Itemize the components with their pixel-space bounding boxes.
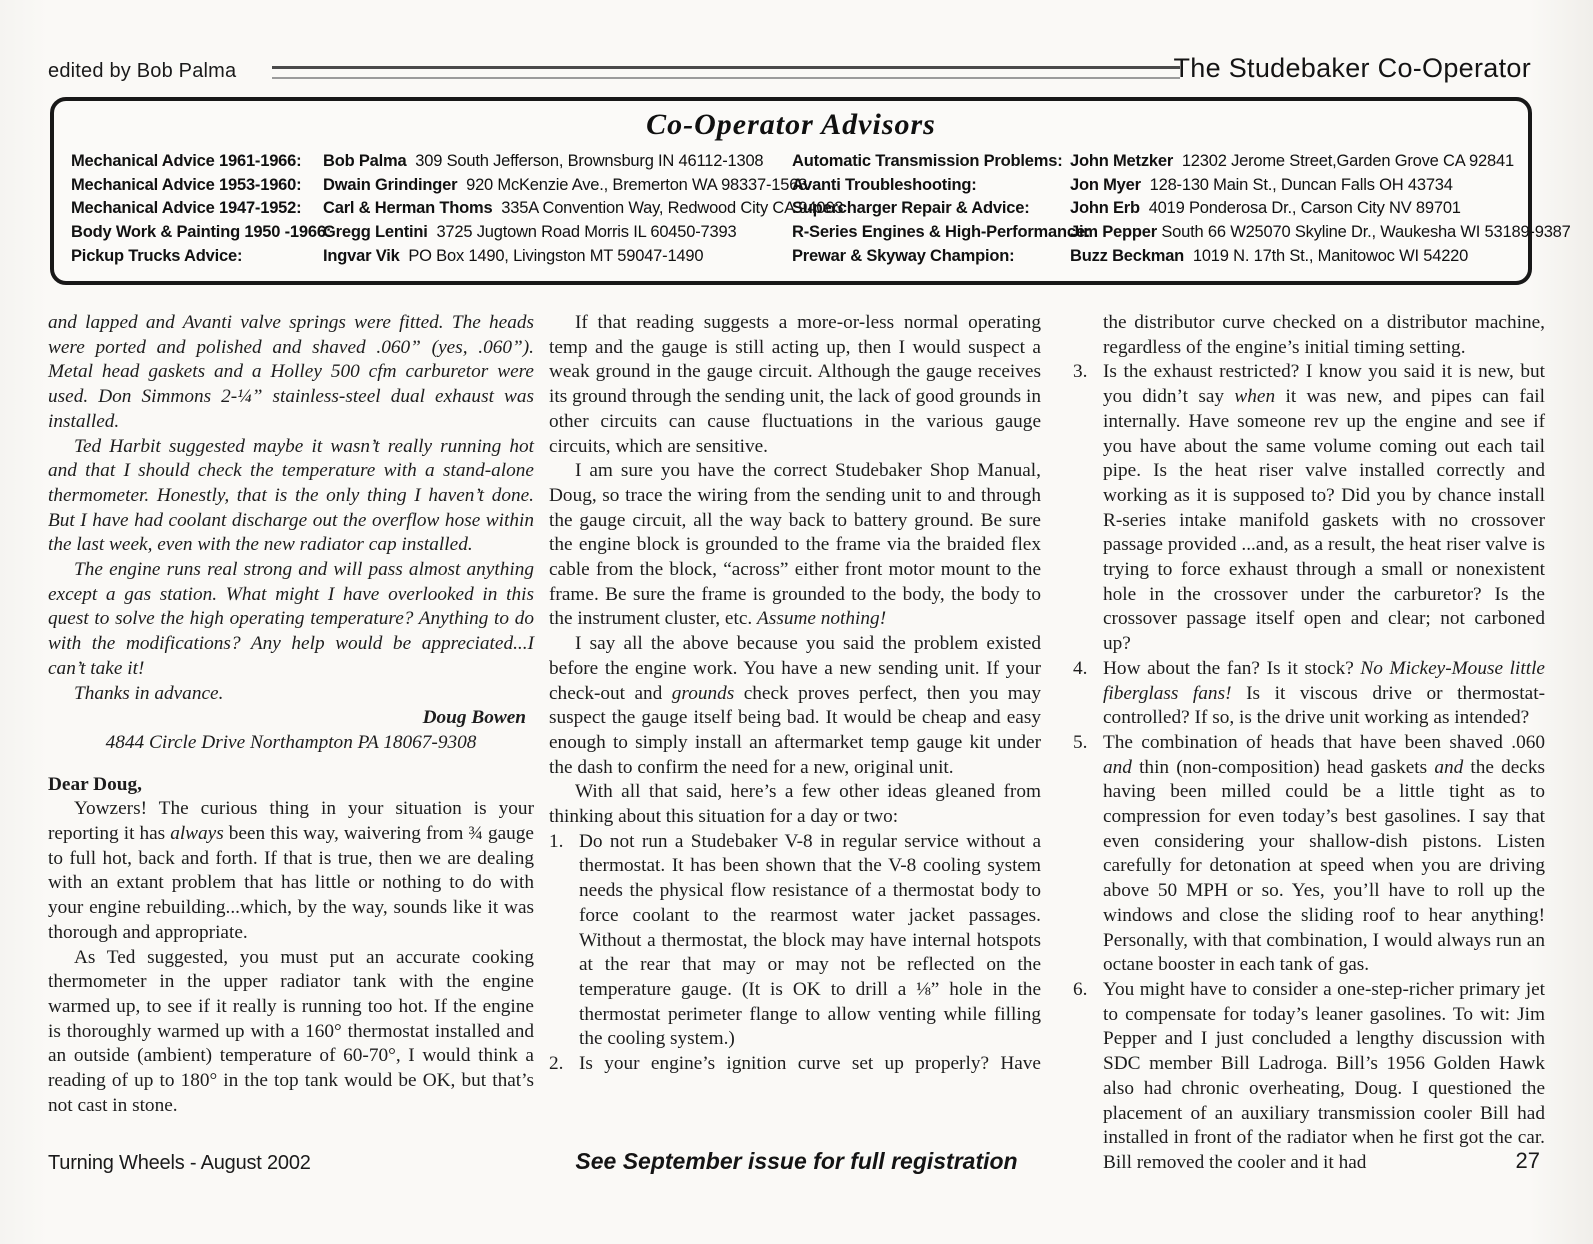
list-item-number: 4.	[1073, 657, 1088, 679]
advisor-role: Pickup Trucks Advice:	[71, 246, 243, 265]
reply-paragraph: Yowzers! The curious thing in your situation is your reporting it has always been this way, waivering from ¾ gauge to full hot, back and forth. If that is true, then we are dealing with an extant problem that has little or nothing to do with your engine rebuilding...which, by the way, sounds like it was thorough and appropriate.	[48, 798, 534, 943]
numbered-list-item	[549, 1052, 1041, 1077]
advisor-role: Mechanical Advice 1947-1952:	[71, 199, 302, 218]
advisor-row	[71, 245, 783, 269]
advisor-name: Gregg Lentini	[323, 223, 428, 242]
footer-registration-notice: See September issue for full registration	[575, 1148, 1018, 1174]
list-item-number: 5.	[1073, 731, 1088, 753]
column-masthead: The Studebaker Co-Operator	[1173, 53, 1531, 83]
list-item-number: 2.	[549, 1053, 564, 1075]
list-item-text: Is the exhaust restricted? I know you said it is new, but you didn’t say when it was new, and pipes can fail internally. Have someone rev up the engine and see if you have about the same volume coming out each tail pipe. Is the heat riser valve installed correctly and working as it is supposed to? Did you by chance install R-series intake manifold gaskets with no crossover passage provided ...and, as a result, the heat riser valve is trying to force exhaust through a small or nonexistent hole in the crossover under the carburetor? Is the crossover passage itself open and clear; not carboned up?	[1103, 361, 1545, 655]
advisor-name: John Erb	[1070, 199, 1140, 218]
advisor-name: John Metzker	[1070, 152, 1174, 170]
advisor-name: Jim Pepper	[1070, 223, 1157, 242]
edited-by-credit: edited by Bob Palma	[48, 60, 237, 82]
body-column-2	[549, 311, 1041, 1077]
header-double-rule	[272, 66, 1180, 79]
body-column-3	[1073, 311, 1545, 1176]
advisor-address: 309 South Jefferson, Brownsburg IN 46112-1308	[415, 152, 764, 170]
letter-paragraph: Ted Harbit suggested maybe it wasn’t really running hot and that I should check the temperature with a stand-alone thermometer. Honestly, that is the only thing I haven’t done. But I have had coolant discharge out the overflow hose within the last week, even with the new radiator cap installed.	[48, 435, 534, 556]
list-item-text: How about the fan? Is it stock? No Mickey-Mouse little fiberglass fans! Is it viscous drive or thermostat-controlled? If so, is the drive unit working as intended?	[1103, 657, 1545, 729]
letter-paragraph: Thanks in advance.	[74, 682, 224, 704]
advisor-name: Dwain Grindinger	[323, 175, 458, 194]
advisor-row	[792, 221, 1571, 245]
numbered-list-item	[1073, 360, 1545, 656]
advisor-address: 4019 Ponderosa Dr., Carson City NV 89701	[1148, 199, 1461, 218]
advisor-address: 1019 N. 17th St., Manitowoc WI 54220	[1192, 246, 1469, 265]
advisors-title: Co-Operator Advisors	[646, 108, 936, 141]
list-item-text: You might have to consider a one-step-richer primary jet to compensate for today’s leaner gasolines. To wit: Jim Pepper and I just concluded a lengthy discussion with SDC member Bill Ladroga. Bill’s 1956 Golden Hawk also had chronic overheating, Doug. I questioned the placement of an auxiliary transmission cooler Bill had installed in front of the radiator when he first got the car. Bill removed the cooler and it had	[1103, 978, 1545, 1173]
advisor-role: Supercharger Repair & Advice:	[792, 199, 1030, 218]
advisor-contact	[1070, 174, 1530, 198]
advisor-role: Automatic Transmission Problems:	[792, 152, 1063, 170]
reply-paragraph: I am sure you have the correct Studebaker Shop Manual, Doug, so trace the wiring from the sending unit to and through the gauge circuit, all the way back to battery ground. Be sure the engine block is grounded to the frame via the braided flex cable from the block, “across” either front motor mount to the frame. Be sure the frame is grounded to the body, the body to the instrument cluster, etc. Assume nothing!	[549, 460, 1041, 630]
numbered-list-item	[1073, 978, 1545, 1176]
advisor-name: Buzz Beckman	[1070, 246, 1185, 265]
advisor-contact	[323, 174, 807, 198]
advisor-row	[71, 150, 783, 174]
reply-paragraph: If that reading suggests a more-or-less normal operating temp and the gauge is still acting up, then I would suspect a weak ground in the gauge circuit. Although the gauge receives its ground through the sending unit, the lack of good grounds in other circuits can cause fluctuations in the various gauge circuits, which are sensitive.	[549, 312, 1041, 457]
advisor-address: 3725 Jugtown Road Morris IL 60450-7393	[436, 223, 737, 242]
advisor-row	[792, 197, 1530, 221]
reply-paragraph: With all that said, here’s a few other ideas gleaned from thinking about this situation for a day or two:	[549, 781, 1041, 828]
list-item-text: The combination of heads that have been shaved .060 and thin (non-composition) head gaskets and the decks having been milled could be a little tight as to compression for even today’s best gasolines. I say that even considering your shallow-dish pistons. Listen carefully for detonation at speed when you are driving above 50 MPH or so. Yes, you’ll have to roll up the windows and close the sliding roof to hear anything! Personally, with that combination, I would always run an octane booster in each tank of gas.	[1103, 731, 1545, 976]
advisor-row	[792, 245, 1530, 269]
advisor-role: R-Series Engines & High-Performance:	[792, 223, 1091, 242]
advisor-contact	[323, 150, 783, 174]
numbered-list-item	[549, 830, 1041, 1052]
advisor-row	[71, 221, 783, 245]
list-item-text: Is your engine’s ignition curve set up properly? Have	[579, 1053, 1041, 1075]
advisors-box	[50, 97, 1571, 285]
advisor-address: South 66 W25070 Skyline Dr., Waukesha WI 53189-9387	[1161, 223, 1571, 242]
advisor-contact	[323, 221, 783, 245]
advisor-address: 128-130 Main St., Duncan Falls OH 43734	[1149, 175, 1453, 194]
advisor-row	[792, 150, 1530, 174]
advisor-name: Jon Myer	[1070, 175, 1141, 194]
advisor-role: Body Work & Painting 1950 -1966:	[71, 223, 332, 242]
numbered-list-item	[1073, 657, 1545, 731]
reply-paragraph: As Ted suggested, you must put an accurate cooking thermometer in the upper radiator tank with the engine warmed up, to see if it really is running too hot. If the engine is thoroughly warmed up with a 160° thermostat installed and an outside (ambient) temperature of 60-70°, I would think a reading of up to 180° in the top tank would be OK, but that’s not cast in stone.	[48, 946, 534, 1116]
advisor-role: Avanti Troubleshooting:	[792, 175, 977, 194]
advisor-contact	[1070, 197, 1530, 221]
list-item-number: 3.	[1073, 361, 1088, 383]
reply-paragraph: I say all the above because you said the problem existed before the engine work. You have a new sending unit. If your check-out and grounds check proves perfect, then you may suspect the gauge itself being bad. It would be cheap and easy enough to simply install an aftermarket temp gauge kit under the dash to confirm the need for a new, original unit.	[549, 633, 1041, 778]
reply-salutation: Dear Doug,	[48, 773, 142, 795]
advisor-contact	[1070, 221, 1571, 245]
list-item-text: Do not run a Studebaker V-8 in regular service without a thermostat. It has been shown that the V-8 cooling system needs the physical flow resistance of a thermostat body to force coolant to the rearmost water jacket passages. Without a thermostat, the block may have internal hotspots at the rear that may or may not be reflected on the temperature gauge. (It is OK to drill a ⅛” hole in the thermostat perimeter flange to allow venting while filling the cooling system.)	[579, 830, 1041, 1050]
advisor-address: 920 McKenzie Ave., Bremerton WA 98337-1563	[466, 175, 808, 194]
footer-page-number: 27	[1515, 1148, 1540, 1173]
footer-journal-date: Turning Wheels - August 2002	[48, 1152, 311, 1174]
advisor-contact	[1070, 245, 1530, 269]
list-item-number: 1.	[549, 830, 564, 852]
numbered-list-item	[1073, 731, 1545, 978]
advisor-role: Mechanical Advice 1953-1960:	[71, 175, 302, 194]
advisor-role: Mechanical Advice 1961-1966:	[71, 152, 302, 170]
advisor-contact	[323, 197, 843, 221]
letter-paragraph: and lapped and Avanti valve springs were fitted. The heads were ported and polished and shaved .060” (yes, .060”). Metal head gaskets and a Holley 500 cfm carburetor were used. Don Simmons 2-¼” stainless-steel dual exhaust was installed.	[48, 312, 534, 432]
advisor-name: Ingvar Vik	[323, 246, 400, 265]
letter-signature: Doug Bowen	[422, 707, 526, 729]
advisor-row	[792, 174, 1530, 198]
advisor-name: Bob Palma	[323, 152, 407, 170]
list-item-number: 6.	[1073, 978, 1088, 1000]
advisor-contact	[1070, 150, 1530, 174]
advisor-address: 12302 Jerome Street,Garden Grove CA 92841	[1181, 152, 1514, 170]
advisor-contact	[323, 245, 783, 269]
letter-sender-address: 4844 Circle Drive Northampton PA 18067-9308	[105, 731, 477, 753]
letter-paragraph: The engine runs real strong and will pass almost anything except a gas station. What might I have overlooked in this quest to solve the high operating temperature? Anything to do with the modifications? Any help would be appreciated...I can’t take it!	[48, 559, 534, 679]
advisor-address: PO Box 1490, Livingston MT 59047-1490	[408, 246, 704, 265]
list-item-continuation: the distributor curve checked on a distributor machine, regardless of the engine’s initial timing setting.	[1103, 312, 1545, 358]
advisors-right-column	[792, 150, 1571, 269]
advisor-role: Prewar & Skyway Champion:	[792, 246, 1015, 265]
advisor-name: Carl & Herman Thoms	[323, 199, 493, 218]
body-column-1	[48, 311, 534, 1119]
advisor-row	[71, 197, 844, 221]
advisor-row	[71, 174, 808, 198]
advisor-address: 335A Convention Way, Redwood City CA 94063	[501, 199, 844, 218]
advisors-left-column	[71, 150, 844, 269]
